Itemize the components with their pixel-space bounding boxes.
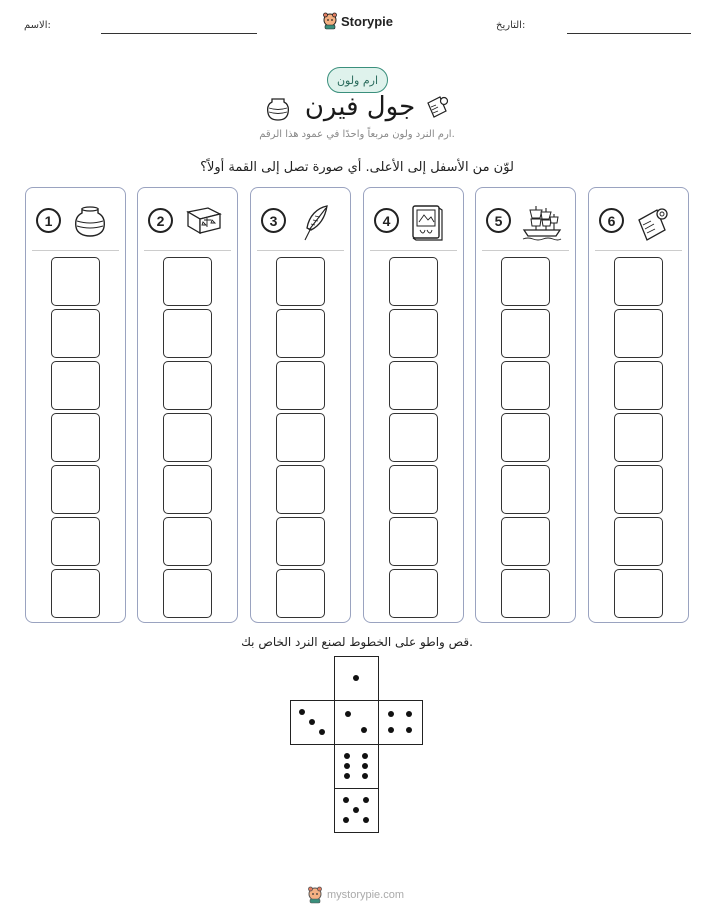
color-square[interactable] [501,257,550,306]
color-square[interactable] [51,465,100,514]
die-pip [344,763,350,769]
map-book-icon [410,204,444,246]
die-face-2[interactable] [334,700,379,745]
color-square[interactable] [163,517,212,566]
brand-logo [322,12,393,30]
die-face-4[interactable] [378,700,423,745]
brand-name: Storypie [341,13,394,29]
footer-brand [307,886,404,904]
column-2 [137,187,238,623]
die-pip [343,797,349,803]
color-square[interactable] [51,361,100,410]
color-square[interactable] [276,413,325,462]
color-square[interactable] [501,413,550,462]
color-square[interactable] [501,465,550,514]
color-square[interactable] [501,309,550,358]
column-6 [588,187,689,623]
color-square[interactable] [389,465,438,514]
color-square[interactable] [163,465,212,514]
color-square[interactable] [163,361,212,410]
die-face-5[interactable] [334,788,379,833]
column-divider [595,250,682,251]
color-square[interactable] [389,257,438,306]
die-pip [406,727,412,733]
die-pip [363,797,369,803]
law-book-icon [184,204,224,242]
die-pip [361,727,367,733]
date-line[interactable] [567,33,691,34]
die-pip [353,807,359,813]
sailing-ship-icon [522,204,562,246]
column-divider [32,250,119,251]
die-pip [319,729,325,735]
color-square[interactable] [51,257,100,306]
color-square[interactable] [501,361,550,410]
color-square[interactable] [51,569,100,618]
die-pip [309,719,315,725]
column-number: 3 [261,208,286,233]
column-number: 5 [486,208,511,233]
scroll-icon [635,204,671,246]
die-pip [353,675,359,681]
date-label: التاريخ: [496,20,526,31]
color-square[interactable] [614,569,663,618]
color-square[interactable] [276,361,325,410]
color-square[interactable] [163,257,212,306]
die-pip [362,773,368,779]
color-square[interactable] [614,257,663,306]
color-square[interactable] [163,413,212,462]
column-number: 1 [36,208,61,233]
die-pip [344,753,350,759]
die-pip [345,711,351,717]
pot-vase-icon [72,204,108,242]
die-pip [406,711,412,717]
column-number: 2 [148,208,173,233]
color-square[interactable] [276,569,325,618]
activity-badge: ارم ولون [327,67,388,93]
color-square[interactable] [501,517,550,566]
color-square[interactable] [276,517,325,566]
color-square[interactable] [389,569,438,618]
column-divider [370,250,457,251]
color-square[interactable] [163,309,212,358]
column-number: 4 [374,208,399,233]
column-divider [144,250,231,251]
mascot-icon [307,886,323,904]
column-1 [25,187,126,623]
page-title: جول فيرن [304,92,416,122]
mascot-icon [322,12,338,30]
color-square[interactable] [614,413,663,462]
column-divider [482,250,569,251]
footer-url[interactable]: mystorypie.com [327,889,405,901]
column-number: 6 [599,208,624,233]
color-square[interactable] [163,569,212,618]
color-square[interactable] [276,309,325,358]
name-line[interactable] [101,33,257,34]
color-square[interactable] [51,517,100,566]
column-3 [250,187,351,623]
color-square[interactable] [614,309,663,358]
cut-instruction: قص واطو على الخطوط لصنع النرد الخاص بك. [241,635,473,649]
color-square[interactable] [276,257,325,306]
color-square[interactable] [389,413,438,462]
color-square[interactable] [389,361,438,410]
subtitle: ارم النرد ولون مربعاً واحدًا في عمود هذا الرقم. [259,129,455,140]
color-square[interactable] [614,361,663,410]
scroll-icon [424,93,450,125]
column-5 [475,187,576,623]
quill-feather-icon [297,204,333,246]
instruction: لوّن من الأسفل إلى الأعلى. أي صورة تصل إلى القمة أولاً؟ [200,160,514,175]
die-face-3[interactable] [290,700,335,745]
color-square[interactable] [389,517,438,566]
die-pip [388,711,394,717]
pot-vase-icon [266,95,290,125]
color-square[interactable] [614,465,663,514]
die-pip [299,709,305,715]
die-pip [363,817,369,823]
die-pip [362,763,368,769]
name-label: الاسم: [24,20,51,31]
column-4 [363,187,464,623]
color-square[interactable] [614,517,663,566]
color-square[interactable] [51,413,100,462]
color-square[interactable] [389,309,438,358]
column-divider [257,250,344,251]
color-square[interactable] [276,465,325,514]
color-square[interactable] [501,569,550,618]
die-face-6[interactable] [334,744,379,789]
die-pip [388,727,394,733]
die-pip [343,817,349,823]
die-pip [344,773,350,779]
color-square[interactable] [51,309,100,358]
die-pip [362,753,368,759]
die-face-1[interactable] [334,656,379,701]
